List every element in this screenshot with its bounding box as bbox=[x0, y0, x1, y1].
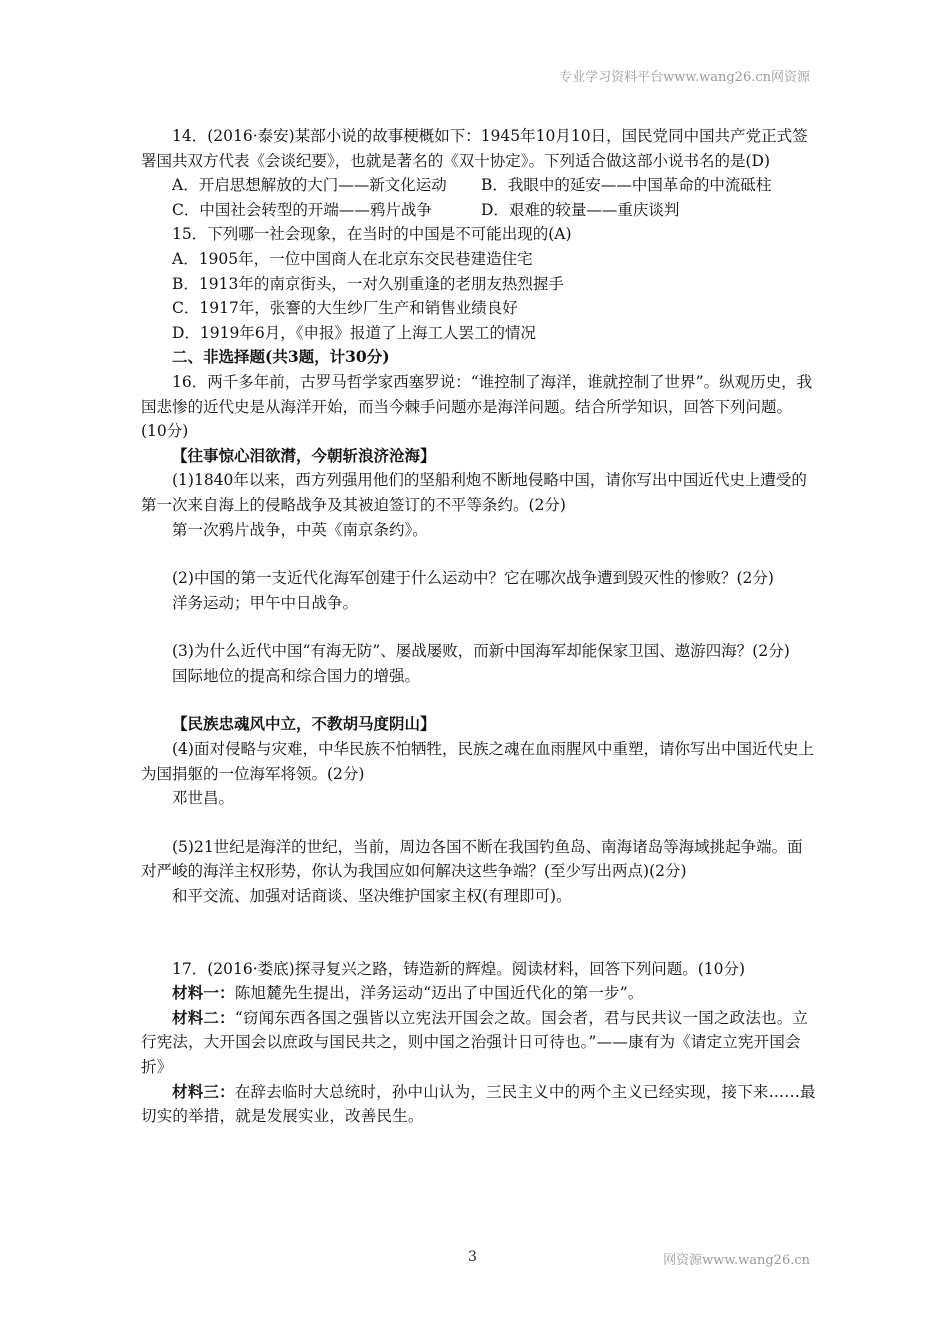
q15-option-d: D．1919年6月，《申报》报道了上海工人罢工的情况 bbox=[172, 323, 536, 342]
q17-stem: 17．(2016·娄底)探寻复兴之路，铸造新的辉煌。阅读材料，回答下列问题。(10分) bbox=[172, 959, 746, 978]
q16-sub5-question: (5)21世纪是海洋的世纪，当前，周边各国不断在我国钓鱼岛、南海诸岛等海域挑起争端。面对严峻的海洋主权形势，你认为我国应如何解决这些争端？(至少写出两点)(2分) bbox=[141, 837, 803, 881]
page-content bbox=[141, 124, 816, 1129]
q16-stem: 16．两千多年前，古罗马哲学家西塞罗说：“谁控制了海洋，谁就控制了世界”。纵观历史，我国悲惨的近代史是从海洋开始，而当今棘手问题亦是海洋问题。结合所学知识，回答下列问题。(10分) bbox=[141, 372, 813, 441]
q14-option-c: C．中国社会转型的开端——鸦片战争 bbox=[172, 200, 432, 219]
section-title: 二、非选择题(共3题，计30分) bbox=[172, 347, 390, 367]
q16-sub5-answer: 和平交流、加强对话商谈、坚决维护国家主权(有理即可)。 bbox=[172, 887, 572, 906]
q16-sub1-answer: 第一次鸦片战争，中英《南京条约》。 bbox=[172, 520, 428, 539]
q17-material-3-text: 在辞去临时大总统时，孙中山认为，三民主义中的两个主义已经实现，接下来……最切实的举措，就是发展实业，改善民生。 bbox=[141, 1082, 816, 1126]
q16-heading-1: 【往事惊心泪欲潸，今朝斩浪济沧海】 bbox=[172, 445, 436, 465]
q17-material-2 bbox=[141, 1006, 816, 1080]
q17-material-1-text: 陈旭麓先生提出，洋务运动“迈出了中国近代化的第一步”。 bbox=[234, 984, 644, 1003]
q14-option-a: A．开启思想解放的大门——新文化运动 bbox=[172, 176, 447, 195]
q16-heading-2: 【民族忠魂风中立，不教胡马度阴山】 bbox=[172, 714, 436, 734]
q17-material-3 bbox=[141, 1080, 816, 1129]
q17-material-1 bbox=[141, 981, 816, 1006]
q16-sub2-question: (2)中国的第一支近代化海军创建于什么运动中？它在哪次战争遭到毁灭性的惨败？(2分) bbox=[172, 569, 774, 588]
page-number: 3 bbox=[468, 1249, 477, 1265]
q15-stem: 15．下列哪一社会现象，在当时的中国是不可能出现的(A) bbox=[172, 225, 572, 244]
q16-sub2-answer: 洋务运动；甲午中日战争。 bbox=[172, 593, 359, 612]
q15-option-c: C．1917年，张謇的大生纱厂生产和销售业绩良好 bbox=[172, 299, 518, 318]
q17-material-1-label: 材料一： bbox=[172, 983, 235, 1003]
footer-site-text: 网资源www.wang26.cn bbox=[663, 1253, 810, 1268]
q16-sub3-answer: 国际地位的提高和综合国力的增强。 bbox=[172, 666, 421, 685]
q15-option-a: A．1905年，一位中国商人在北京东交民巷建造住宅 bbox=[172, 249, 533, 268]
q16-sub3-question: (3)为什么近代中国“有海无防”、屡战屡败，而新中国海军却能保家卫国、遨游四海？(2分) bbox=[172, 642, 790, 661]
q14-stem: 14．(2016·泰安)某部小说的故事梗概如下：1945年10月10日，国民党同中国共产党正式签署国共双方代表《会谈纪要》，也就是著名的《双十协定》。下列适合做这部小说书名的是(D) bbox=[141, 127, 808, 170]
q15-option-b: B．1913年的南京街头，一对久别重逢的老朋友热烈握手 bbox=[172, 274, 564, 293]
q17-material-3-label: 材料三： bbox=[172, 1081, 235, 1101]
q14-option-b: B．我眼中的延安——中国革命的中流砥柱 bbox=[481, 176, 772, 195]
q16-sub4-answer: 邓世昌。 bbox=[172, 789, 235, 808]
q14-option-d: D．艰难的较量——重庆谈判 bbox=[481, 200, 680, 219]
q17-material-2-text: “窃闻东西各国之强皆以立宪法开国会之故。国会者，君与民共议一国之政法也。立行宪法，大开国会以庶政与国民共之，则中国之治强计日可待也。”——康有为《请定立宪开国会折》 bbox=[141, 1008, 809, 1076]
q14-options-row2 bbox=[141, 198, 816, 223]
q17-material-2-label: 材料二： bbox=[172, 1007, 235, 1027]
q14-options-row1 bbox=[141, 173, 816, 198]
q16-sub4-question: (4)面对侵略与灾难，中华民族不怕牺牲，民族之魂在血雨腥风中重塑，请你写出中国近代史上为国捐躯的一位海军将领。(2分) bbox=[141, 740, 814, 783]
header-site-text: 专业学习资料平台www.wang26.cn网资源 bbox=[559, 70, 810, 85]
q16-sub1-question: (1)1840年以来，西方列强用他们的坚船利炮不断地侵略中国，请你写出中国近代史上遭受的第一次来自海上的侵略战争及其被迫签订的不平等条约。(2分) bbox=[141, 471, 807, 514]
